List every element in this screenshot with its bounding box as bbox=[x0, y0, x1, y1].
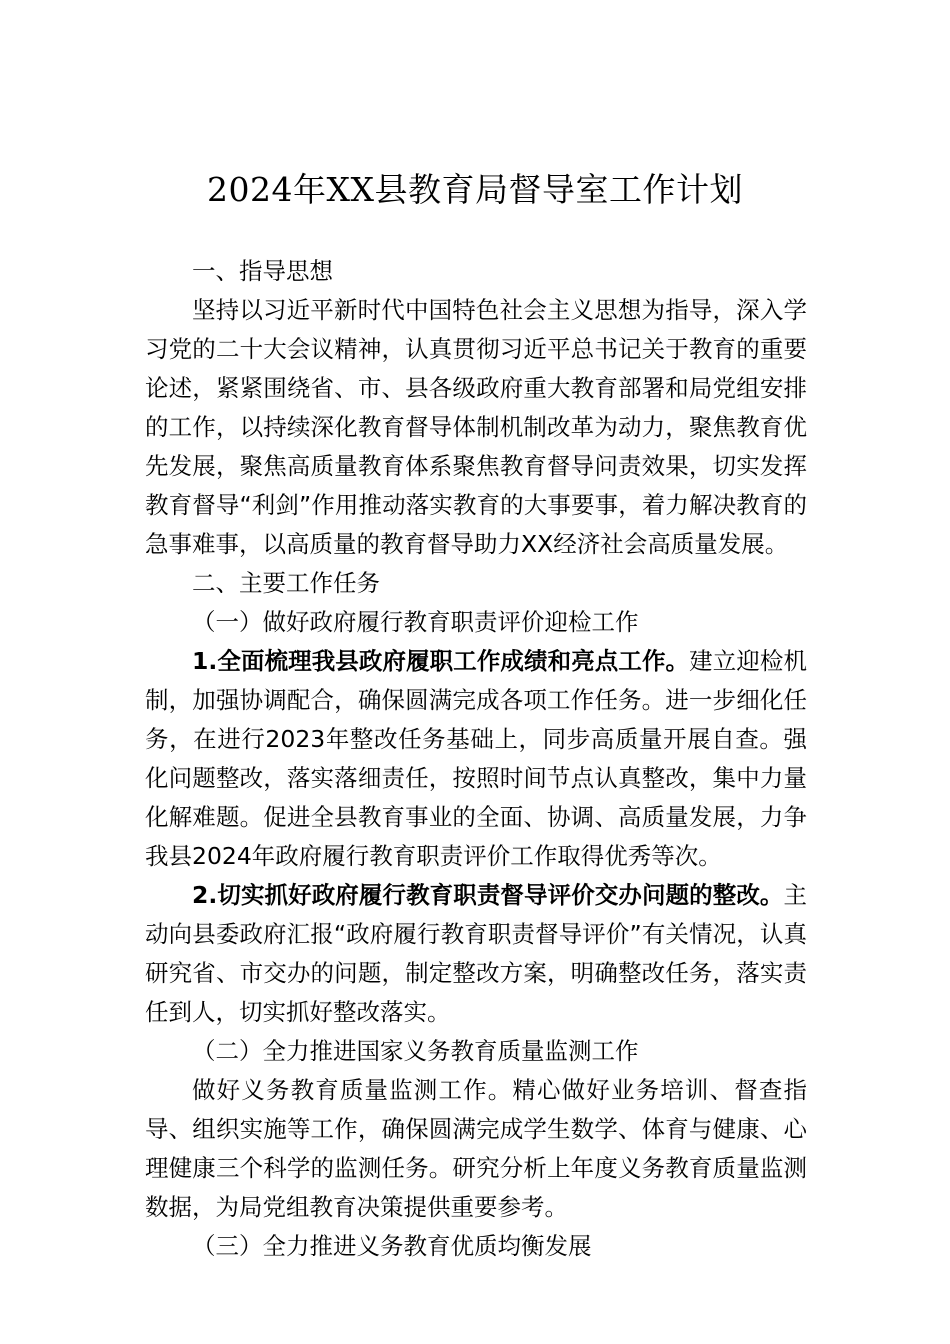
document-title: 2024年XX县教育局督导室工作计划 bbox=[207, 170, 743, 209]
paragraph-item-2 bbox=[145, 876, 807, 1032]
item-1-text: 建立迎检机制，加强协调配合，确保圆满完成各项工作任务。进一步细化任务，在进行2023年整改任务基础上，同步高质量开展自查。强化问题整改，落实落细责任，按照时间节点认真整改，集中力量化解难题。促进全县教育事业的全面、协调、高质量发展，力争我县2024年政府履行教育职责评价工作取得优秀等次。 bbox=[145, 647, 808, 870]
item-2-bold-lead: 2.切实抓好政府履行教育职责督导评价交办问题的整改。 bbox=[192, 881, 784, 909]
subsection-heading-1: （一）做好政府履行教育职责评价迎检工作 bbox=[192, 608, 639, 636]
section-heading-main-tasks: 二、主要工作任务 bbox=[192, 569, 380, 597]
item-2-text: 主动向县委政府汇报“政府履行教育职责督导评价”有关情况，认真研究省、市交办的问题，制定整改方案，明确整改任务，落实责任到人，切实抓好整改落实。 bbox=[145, 881, 807, 1026]
document-body bbox=[145, 252, 807, 1266]
subsection-heading-3: （三）全力推进义务教育优质均衡发展 bbox=[192, 1232, 592, 1260]
paragraph-guiding-ideology: 坚持以习近平新时代中国特色社会主义思想为指导，深入学习党的二十大会议精神，认真贯彻习近平总书记关于教育的重要论述，紧紧围绕省、市、县各级政府重大教育部署和局党组安排的工作，以持续深化教育督导体制机制改革为动力，聚焦教育优先发展，聚焦高质量教育体系聚焦教育督导问责效果，切实发挥教育督导“利剑”作用推动落实教育的大事要事，着力解决教育的急事难事，以高质量的教育督导助力XX经济社会高质量发展。 bbox=[145, 296, 807, 558]
paragraph-item-1 bbox=[145, 642, 807, 876]
paragraph-quality-monitoring: 做好义务教育质量监测工作。精心做好业务培训、督查指导、组织实施等工作，确保圆满完成学生数学、体育与健康、心理健康三个科学的监测任务。研究分析上年度义务教育质量监测数据，为局党组教育决策提供重要参考。 bbox=[145, 1076, 807, 1221]
section-heading-guiding-ideology: 一、指导思想 bbox=[192, 257, 333, 285]
item-1-bold-lead: 1.全面梳理我县政府履职工作成绩和亮点工作。 bbox=[192, 647, 690, 675]
subsection-heading-2: （二）全力推进国家义务教育质量监测工作 bbox=[192, 1037, 639, 1065]
